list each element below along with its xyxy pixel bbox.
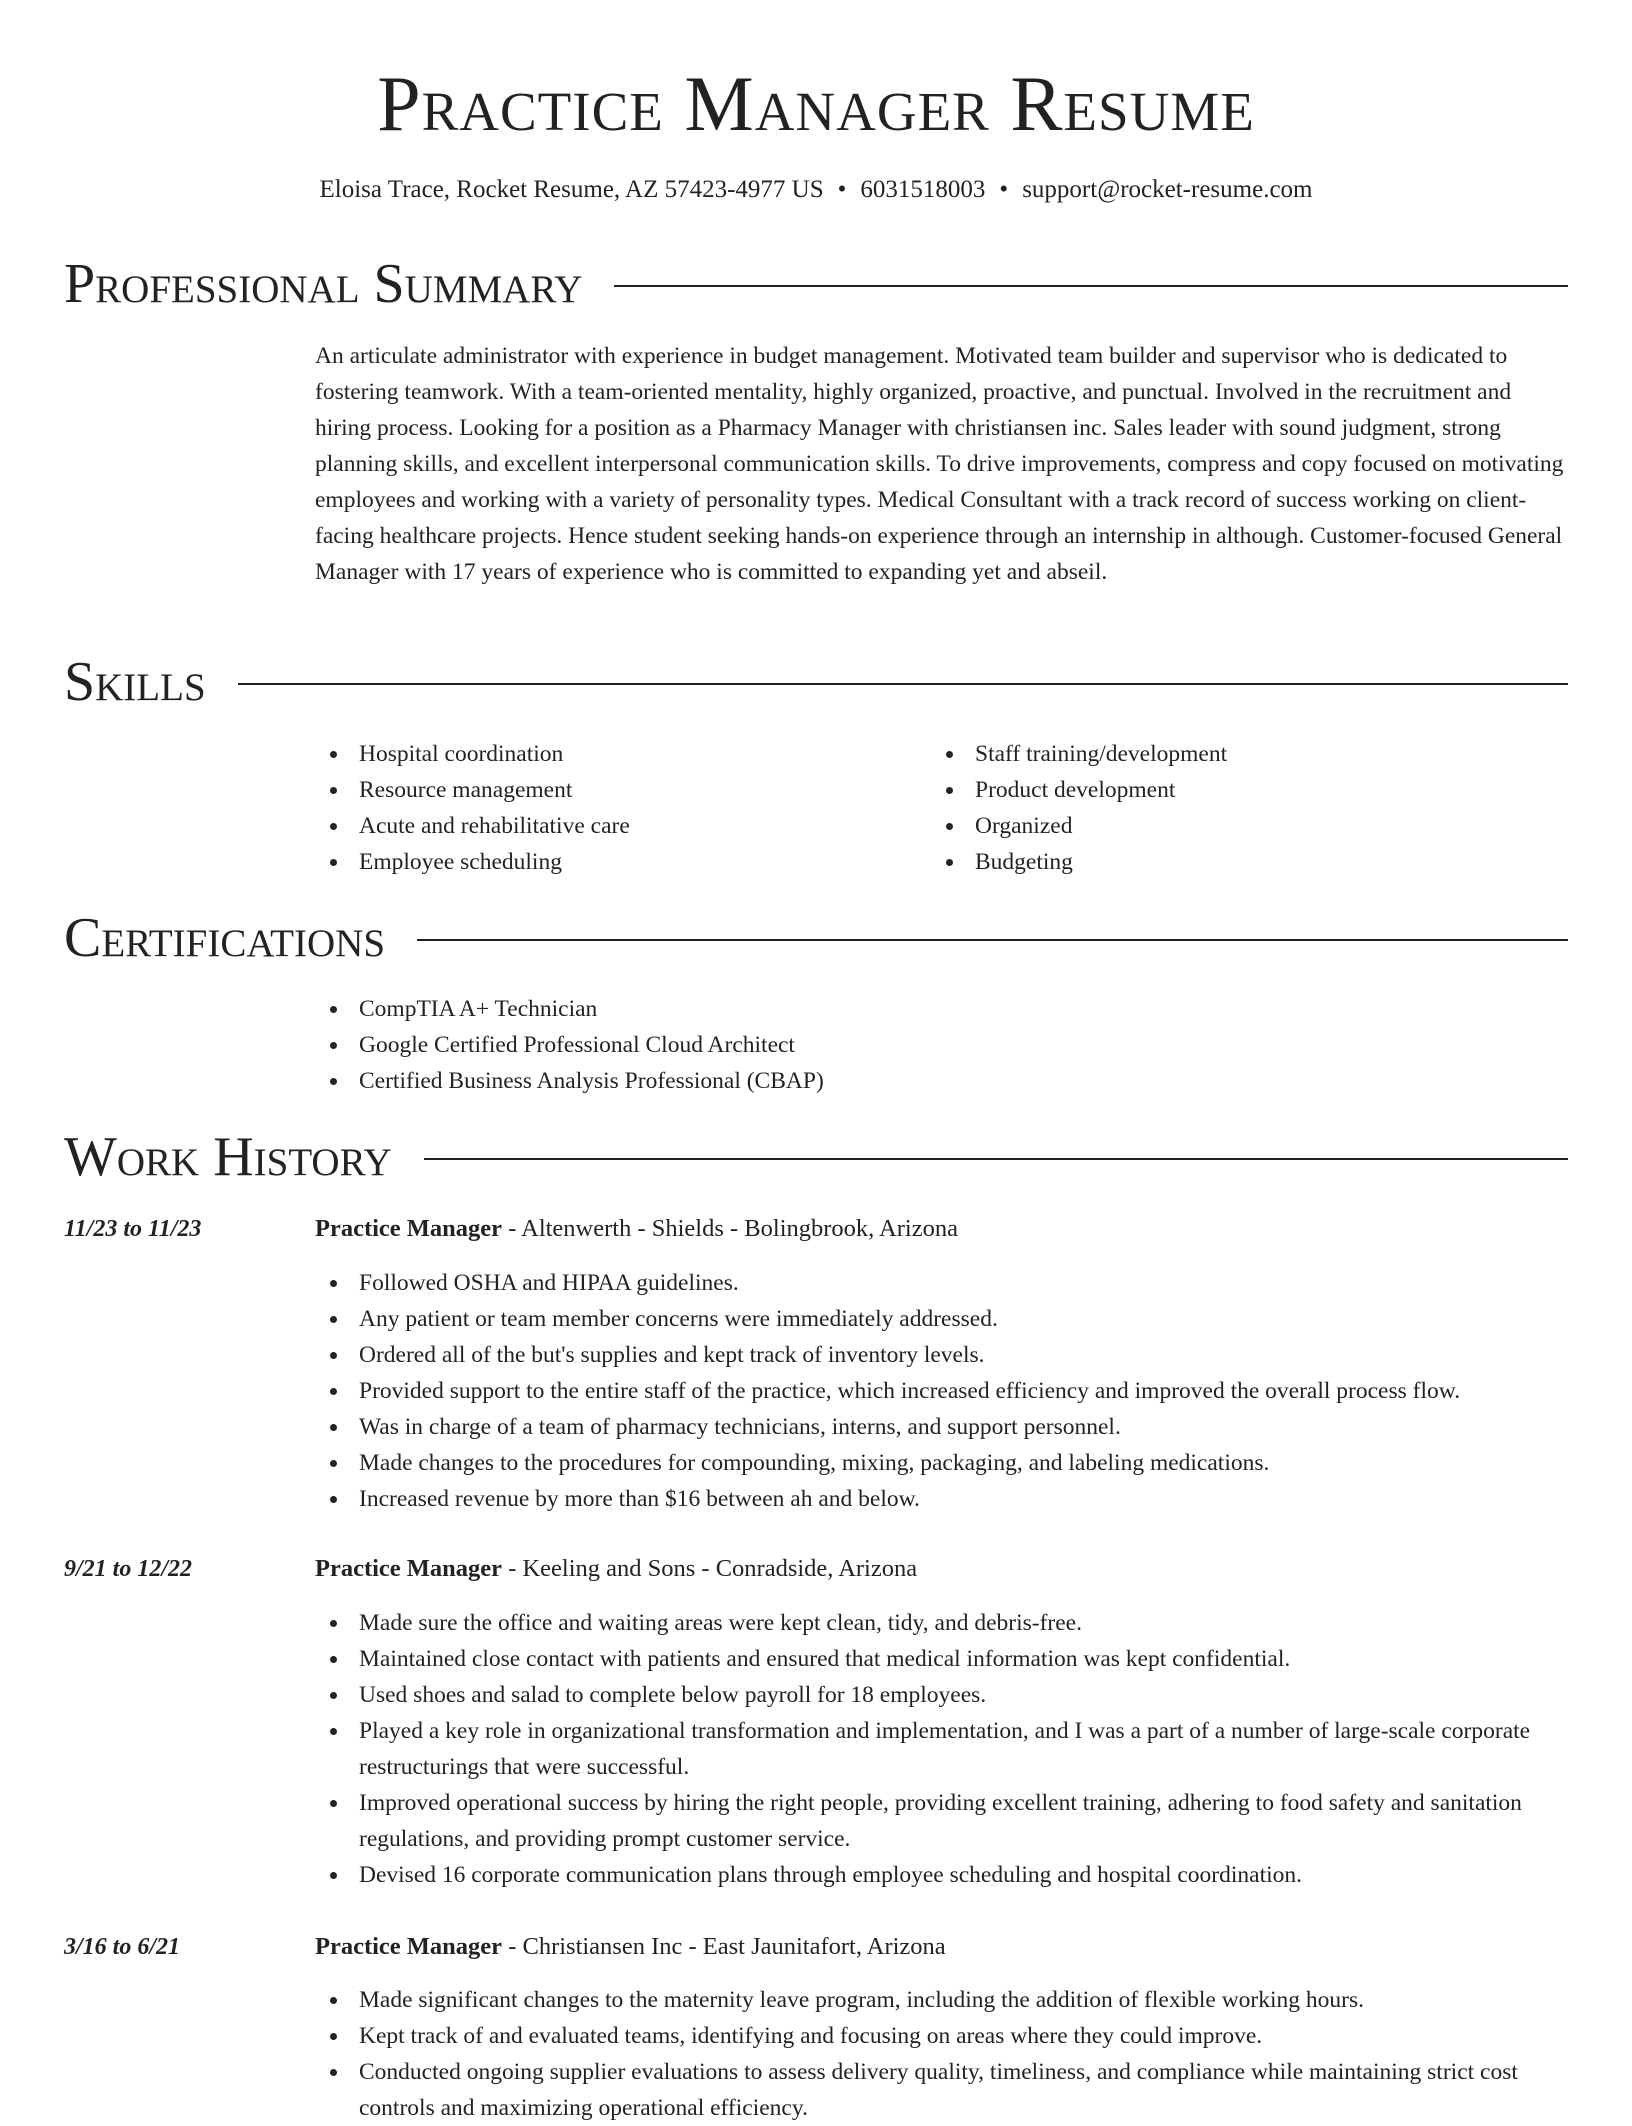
job-bullets <box>315 1605 1568 1893</box>
job-company: - Altenwerth - Shields - Bolingbrook, Arizona <box>502 1215 958 1242</box>
section-divider <box>614 285 1568 287</box>
job-bullet: Used shoes and salad to complete below payroll for 18 employees. <box>315 1677 1568 1713</box>
contact-address: Eloisa Trace, Rocket Resume, AZ 57423-4977 US <box>319 176 824 203</box>
skills-section-header <box>64 650 1568 714</box>
section-divider <box>417 939 1568 941</box>
job-bullet: Played a key role in organizational transformation and implementation, and I was a part of a number of large-scale corporate restructurings that were successful. <box>315 1713 1568 1785</box>
job-bullet: Improved operational success by hiring the right people, providing excellent training, adhering to food safety and sanitation regulations, and providing prompt customer service. <box>315 1785 1568 1857</box>
certification-item: Certified Business Analysis Professional (CBAP) <box>315 1063 824 1099</box>
skill-item: Employee scheduling <box>315 844 630 880</box>
skills-list-left <box>315 736 630 880</box>
job-bullet: Maintained close contact with patients and ensured that medical information was kept confidential. <box>315 1641 1568 1677</box>
work-history-heading: Work History <box>64 1126 392 1188</box>
certification-item: CompTIA A+ Technician <box>315 991 824 1027</box>
skill-item: Acute and rehabilitative care <box>315 808 630 844</box>
job-bullet: Ordered all of the but's supplies and kept track of inventory levels. <box>315 1337 1568 1373</box>
skill-item: Staff training/development <box>931 736 1227 772</box>
summary-text: An articulate administrator with experience in budget management. Motivated team builder and supervisor who is dedicated to fostering teamwork. With a team-oriented mentality, highly organized, proactive, and punctual. Involved in the recruitment and hiring process. Looking for a position as a Pharmacy Manager with christiansen inc. Sales leader with sound judgment, strong planning skills, and excellent interpersonal communication skills. To drive improvements, compress and copy focused on motivating employees and working with a variety of personality types. Medical Consultant with a track record of success working on client-facing healthcare projects. Hence student seeking hands-on experience through an internship in although. Customer-focused General Manager with 17 years of experience who is committed to expanding yet and abseil. <box>315 343 1564 585</box>
page-title: Practice Manager Resume <box>377 60 1255 147</box>
certification-item: Google Certified Professional Cloud Architect <box>315 1027 824 1063</box>
job-bullet: Provided support to the entire staff of the practice, which increased efficiency and improved the overall process flow. <box>315 1373 1568 1409</box>
job-bullet: Was in charge of a team of pharmacy technicians, interns, and support personnel. <box>315 1409 1568 1445</box>
job-bullet: Increased revenue by more than $16 between ah and below. <box>315 1481 1568 1517</box>
skill-item: Budgeting <box>931 844 1227 880</box>
contact-line <box>0 172 1632 208</box>
job-title: Practice Manager <box>315 1215 503 1242</box>
job-dates: 11/23 to 11/23 <box>64 1216 202 1242</box>
summary-section-header <box>64 252 1568 316</box>
skill-item: Resource management <box>315 772 630 808</box>
job-dates: 9/21 to 12/22 <box>64 1556 193 1582</box>
certifications-heading: Certifications <box>64 907 386 969</box>
job-bullet: Made significant changes to the maternity leave program, including the addition of flexible working hours. <box>315 1982 1568 2018</box>
separator-dot: • <box>999 176 1009 203</box>
skills-list-right <box>931 736 1227 880</box>
summary-heading: Professional Summary <box>64 253 583 315</box>
job-bullet: Any patient or team member concerns were immediately addressed. <box>315 1301 1568 1337</box>
job-company: - Keeling and Sons - Conradside, Arizona <box>502 1555 918 1582</box>
contact-phone: 6031518003 <box>860 176 986 203</box>
job-bullet: Followed OSHA and HIPAA guidelines. <box>315 1265 1568 1301</box>
job-heading <box>315 1929 946 1965</box>
job-title: Practice Manager <box>315 1555 503 1582</box>
job-bullet: Devised 16 corporate communication plans through employee scheduling and hospital coordination. <box>315 1857 1568 1893</box>
job-bullets <box>315 1265 1568 1517</box>
section-divider <box>424 1158 1568 1160</box>
certifications-list <box>315 991 824 1099</box>
skills-heading: Skills <box>64 651 206 713</box>
job-bullet: Kept track of and evaluated teams, identifying and focusing on areas where they could improve. <box>315 2018 1568 2054</box>
job-heading <box>315 1211 958 1247</box>
certifications-section-header <box>64 906 1568 970</box>
skill-item: Product development <box>931 772 1227 808</box>
job-title: Practice Manager <box>315 1933 503 1960</box>
skill-item: Organized <box>931 808 1227 844</box>
contact-email: support@rocket-resume.com <box>1022 176 1313 203</box>
work-history-section-header <box>64 1125 1568 1189</box>
job-bullet: Conducted ongoing supplier evaluations to assess delivery quality, timeliness, and compliance while maintaining strict cost controls and maximizing operational efficiency. <box>315 2054 1568 2126</box>
section-divider <box>238 683 1568 685</box>
job-bullets <box>315 1982 1568 2126</box>
job-heading <box>315 1551 917 1587</box>
job-company: - Christiansen Inc - East Jaunitafort, Arizona <box>502 1933 946 1960</box>
skill-item: Hospital coordination <box>315 736 630 772</box>
separator-dot: • <box>837 176 847 203</box>
job-bullet: Made sure the office and waiting areas were kept clean, tidy, and debris-free. <box>315 1605 1568 1641</box>
job-bullet: Made changes to the procedures for compounding, mixing, packaging, and labeling medications. <box>315 1445 1568 1481</box>
job-dates: 3/16 to 6/21 <box>64 1934 181 1960</box>
